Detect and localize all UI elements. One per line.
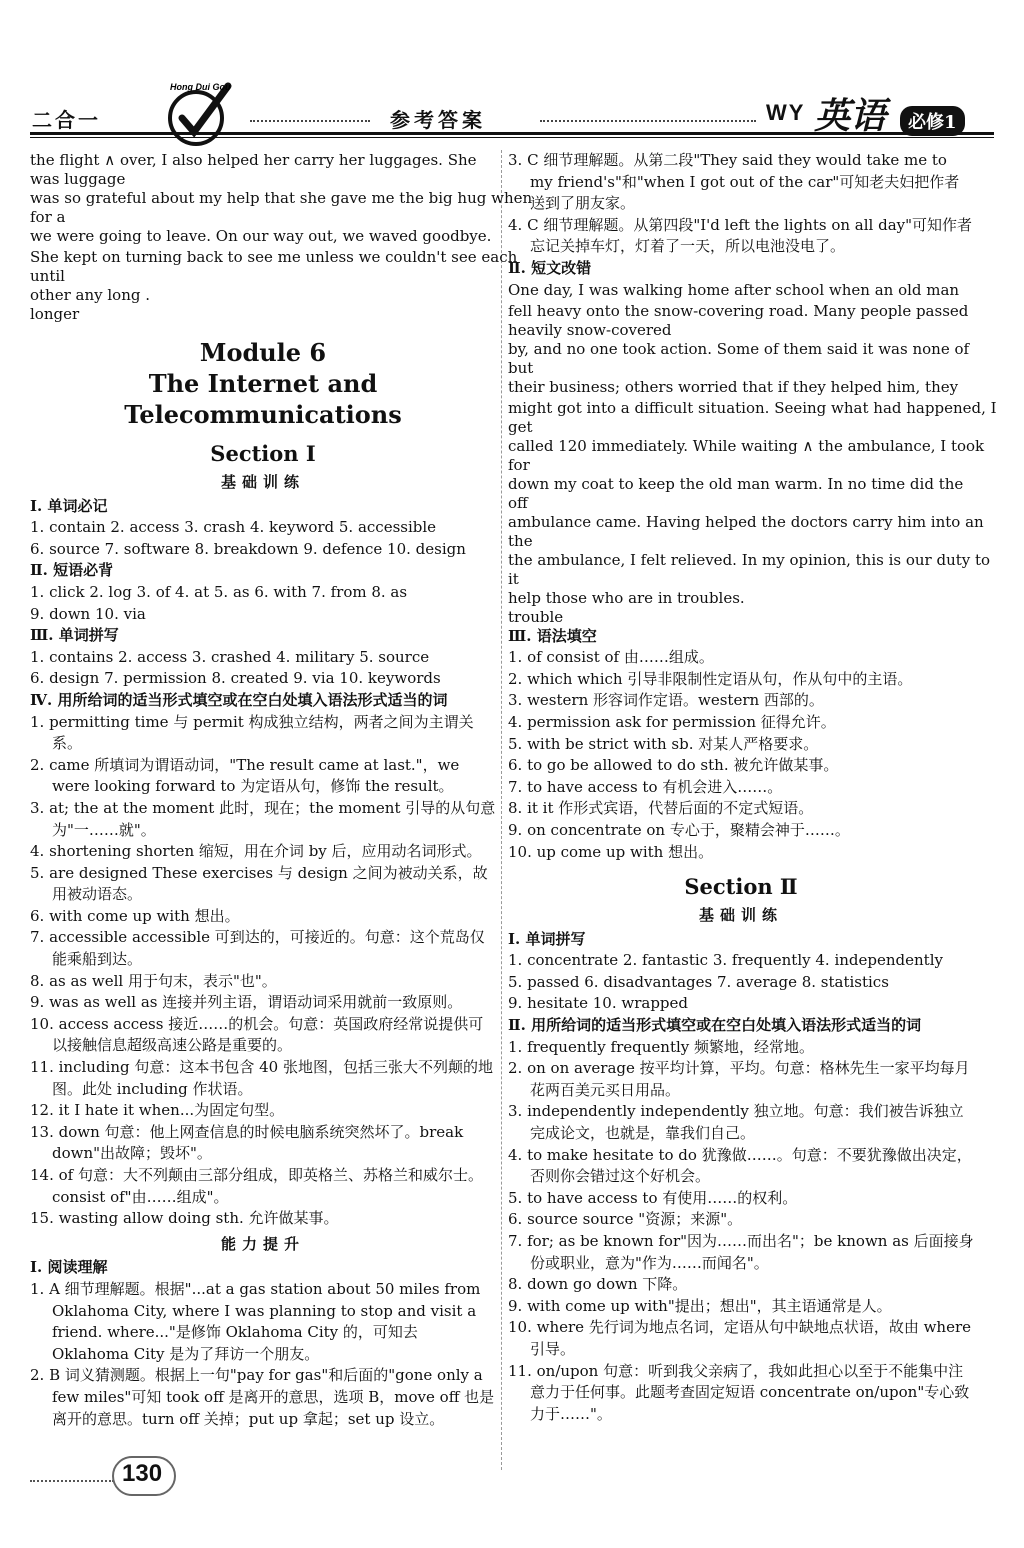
answer-item: 3. western 形容词作定语。western 西部的。 bbox=[508, 691, 824, 710]
answer-item: 3. C 细节理解题。从第二段"They said they would take me to my friend's"和"when I got out of the car"可知老夫妇把作者送到了朋友家。 bbox=[508, 151, 960, 213]
answer-line: 1. contains 2. access 3. crashed 4. military 5. source bbox=[30, 647, 430, 666]
answer-line: 9. hesitate 10. wrapped bbox=[508, 994, 689, 1013]
correction-line: the flight ∧ over, I also helped her carry her luggages. She was luggage bbox=[30, 151, 477, 188]
correction-line: might got into a difficult situation. Seeing what had happened, I get bbox=[508, 398, 997, 436]
answer-line: 1. click 2. log 3. of 4. at 5. as 6. with 7. from 8. as bbox=[30, 582, 408, 601]
answer-item: 8. down go down 下降。 bbox=[508, 1275, 688, 1294]
correction-line: ambulance came. Having helped the doctors carry him into an the bbox=[508, 512, 984, 550]
answer-item: 2. which which 引导非限制性定语从句，作从句中的主语。 bbox=[508, 669, 913, 688]
answer-item: 10. up come up with 想出。 bbox=[508, 842, 714, 861]
answer-item: 4. shortening shorten 缩短，用在介词 by 后，应用动名词形式。 bbox=[30, 842, 482, 861]
correction-line: help those who are in troubles. trouble bbox=[508, 588, 745, 626]
answer-item: 6. with come up with 想出。 bbox=[30, 906, 240, 925]
answer-item: 4. permission ask for permission 征得允许。 bbox=[508, 712, 836, 731]
answer-item: 1. of consist of 由……组成。 bbox=[508, 648, 714, 667]
ability-title: 能力提升 bbox=[220, 1234, 305, 1253]
answer-item: 14. of 句意：大不列颠由三部分组成，即英格兰、苏格兰和威尔士。consist of"由……组成"。 bbox=[30, 1166, 483, 1206]
answer-item: 10. where 先行词为地点名词，定语从句中缺地点状语，故由 where 引导。 bbox=[508, 1318, 972, 1358]
part-heading: Ⅱ. 短语必背 bbox=[30, 561, 114, 580]
correction-line: She kept on turning back to see me unless we couldn't see each until bbox=[30, 248, 518, 285]
section-title: Section Ⅱ bbox=[684, 874, 798, 900]
answer-item: 5. are designed These exercises 与 design 之间为被动关系，故用被动语态。 bbox=[30, 863, 488, 904]
answer-item: 2. B 词义猜测题。根据上一句"pay for gas"和后面的"gone only a few miles"可知 took off 是离开的意思，选项 B，move off 也是离开的意思。turn off 关掉；put up 拿起；set up 设立。 bbox=[30, 1366, 495, 1428]
answer-item: 5. with be strict with sb. 对某人严格要求。 bbox=[508, 734, 819, 753]
answer-item: 7. to have access to 有机会进入……。 bbox=[508, 777, 783, 796]
header-badge: 必修1 bbox=[900, 106, 965, 136]
answer-line: 9. down 10. via bbox=[30, 604, 146, 623]
answer-line: 6. source 7. software 8. breakdown 9. defence 10. design bbox=[30, 539, 466, 558]
correction-line: the ambulance, I felt relieved. In my opinion, this is our duty to it bbox=[508, 550, 991, 588]
part-heading: Ⅰ. 单词拼写 bbox=[508, 929, 586, 948]
part-heading: Ⅱ. 短文改错 bbox=[508, 258, 592, 277]
answer-item: 12. it I hate it when...为固定句型。 bbox=[30, 1101, 285, 1120]
correction-line: we were going to leave. On our way out, we waved goodbye. bbox=[30, 227, 492, 245]
answer-item: 9. was as well as 连接并列主语，谓语动词采用就前一致原则。 bbox=[30, 993, 463, 1012]
answer-line: 5. passed 6. disadvantages 7. average 8. statistics bbox=[508, 972, 889, 991]
answer-item: 13. down 句意：他上网查信息的时候电脑系统突然坏了。break down"出故障；毁坏"。 bbox=[30, 1122, 464, 1163]
answer-item: 4. C 细节理解题。从第四段"I'd left the lights on all day"可知作者忘记关掉车灯，灯着了一天，所以电池没电了。 bbox=[508, 215, 973, 256]
correction-line: down my coat to keep the old man warm. In no time did the off bbox=[508, 474, 964, 512]
footer-dots bbox=[30, 1480, 114, 1482]
part-heading: Ⅱ. 用所给词的适当形式填空或在空白处填入语法形式适当的词 bbox=[508, 1016, 922, 1035]
correction-continued bbox=[30, 150, 533, 323]
answer-item: 11. on/upon 句意：听到我父亲病了，我如此担心以至于不能集中注意力于任何事。此题考查固定短语 concentrate on/upon"专心致力于……"。 bbox=[508, 1361, 970, 1423]
answer-item: 10. access access 接近……的机会。句意：英国政府经常说提供可以接触信息超级高速公路是重要的。 bbox=[30, 1014, 484, 1055]
answer-item: 7. for; as be known for"因为……而出名"；be known as 后面接身份或职业，意为"作为……而闻名"。 bbox=[508, 1232, 974, 1272]
correction-line: fell heavy onto the snow-covering road. Many people passed heavily snow-covered bbox=[508, 301, 969, 339]
page-header bbox=[30, 78, 994, 137]
answer-item: 4. to make hesitate to do 犹豫做……。句意：不要犹豫做出决定，否则你会错过这个好机会。 bbox=[508, 1145, 972, 1186]
answer-item: 8. as as well 用于句末，表示"也"。 bbox=[30, 971, 277, 990]
basic-training-title: 基础训练 bbox=[698, 906, 783, 925]
answer-line: 1. concentrate 2. fantastic 3. frequently 4. independently bbox=[508, 951, 943, 970]
answer-item: 7. accessible accessible 可到达的，可接近的。句意：这个荒岛仅能乘船到达。 bbox=[30, 928, 485, 969]
left-column bbox=[30, 150, 533, 1430]
correction-line: was so grateful about my help that she gave me the big hug when for a bbox=[30, 189, 533, 226]
part-heading: Ⅲ. 语法填空 bbox=[508, 626, 597, 645]
answer-item: 9. with come up with"提出；想出"，其主语通常是人。 bbox=[508, 1296, 892, 1315]
answer-item: 6. to go be allowed to do sth. 被允许做某事。 bbox=[508, 756, 839, 775]
logo-text: Hong Dui Gou bbox=[170, 82, 231, 92]
header-rule-thin bbox=[30, 137, 994, 138]
answer-line: 6. design 7. permission 8. created 9. via 10. keywords bbox=[30, 669, 441, 688]
answer-item: 3. independently independently 独立地。句意：我们被告诉独立完成论文，也就是，靠我们自己。 bbox=[508, 1102, 964, 1143]
page-number: 130 bbox=[122, 1460, 163, 1487]
answer-item: 8. it it 作形式宾语，代替后面的不定式短语。 bbox=[508, 799, 814, 818]
header-brand: WY bbox=[766, 100, 806, 125]
answer-item: 3. at; the at the moment 此时，现在；the moment 引导的从句意为"一……就"。 bbox=[30, 798, 496, 839]
checkmark-logo-icon bbox=[156, 78, 240, 150]
header-subject: 英语 bbox=[814, 95, 887, 137]
module-title: Module 6 bbox=[199, 338, 327, 367]
basic-training-title: 基础训练 bbox=[220, 473, 305, 491]
header-rule bbox=[30, 132, 994, 135]
part-heading: Ⅰ. 阅读理解 bbox=[30, 1258, 108, 1277]
part-heading: Ⅳ. 用所给词的适当形式填空或在空白处填入语法形式适当的词 bbox=[30, 690, 448, 709]
part-heading: Ⅲ. 单词拼写 bbox=[30, 626, 119, 645]
answer-item: 11. including 句意：这本书包含 40 张地图，包括三张大不列颠的地图。此处 including 作状语。 bbox=[30, 1058, 493, 1098]
answer-line: 1. contain 2. access 3. crash 4. keyword 5. accessible bbox=[30, 518, 437, 537]
correction-line: One day, I was walking home after school when an old man bbox=[508, 280, 960, 299]
column-divider bbox=[501, 150, 502, 1470]
header-dots-left bbox=[250, 120, 370, 122]
right-column bbox=[508, 150, 997, 1425]
correction-line: their business; others worried that if they helped him, they bbox=[508, 377, 959, 396]
answer-item: 1. A 细节理解题。根据"...at a gas station about 50 miles from Oklahoma City, where I was planning to stop and visit a friend. where..."是修饰 Oklahoma City 的，可知去 Oklahoma City 是为了拜访一个朋友。 bbox=[30, 1279, 481, 1363]
answer-item: 5. to have access to 有使用……的权利。 bbox=[508, 1188, 798, 1207]
correction-line: called 120 immediately. While waiting ∧ the ambulance, I took for bbox=[508, 436, 985, 474]
answer-item: 9. on concentrate on 专心于，聚精会神于……。 bbox=[508, 820, 850, 839]
correction-line: by, and no one took action. Some of them said it was none of but bbox=[508, 339, 970, 377]
answer-item: 15. wasting allow doing sth. 允许做某事。 bbox=[30, 1209, 339, 1228]
answer-item: 2. came 所填词为谓语动词，"The result came at last."，we were looking forward to 为定语从句，修饰 the result。 bbox=[30, 755, 460, 796]
header-center-title: 参考答案 bbox=[390, 108, 486, 132]
answer-item: 1. frequently frequently 频繁地，经常地。 bbox=[508, 1037, 815, 1056]
section-title: Section Ⅰ bbox=[210, 441, 316, 466]
header-dots-right bbox=[540, 120, 756, 122]
part-heading: Ⅰ. 单词必记 bbox=[30, 496, 108, 515]
correction-line: other any long . longer bbox=[30, 286, 151, 323]
answer-item: 2. on on average 按平均计算，平均。句意：格林先生一家平均每月花两百美元买日用品。 bbox=[508, 1059, 970, 1099]
module-subtitle: The Internet and Telecommunications bbox=[124, 369, 402, 429]
header-left-label: 二合一 bbox=[32, 108, 101, 132]
answer-item: 6. source source "资源；来源"。 bbox=[508, 1210, 743, 1229]
answer-item: 1. permitting time 与 permit 构成独立结构，两者之间为主谓关系。 bbox=[30, 712, 474, 753]
